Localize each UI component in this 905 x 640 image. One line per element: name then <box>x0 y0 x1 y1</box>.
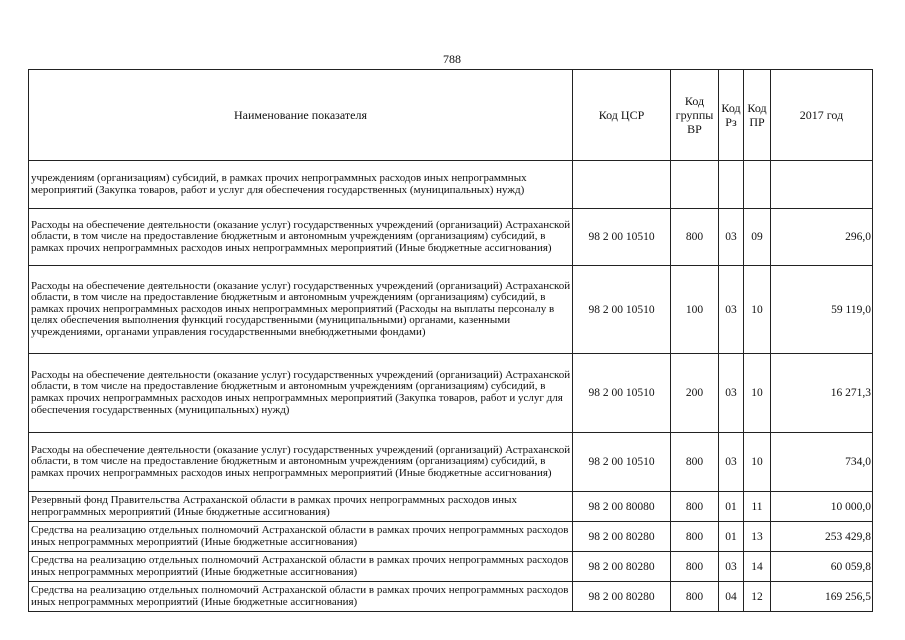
row-pr: 12 <box>744 582 771 612</box>
row-amount: 296,0 <box>771 209 873 266</box>
row-amount: 253 429,8 <box>771 522 873 552</box>
table-row <box>29 582 873 612</box>
table-row <box>29 354 873 433</box>
row-vr: 800 <box>671 492 719 522</box>
row-pr: 10 <box>744 354 771 433</box>
row-description: учреждениям (организациям) субсидий, в рамках прочих непрограммных расходов иных непрограммных мероприятий (Закупка товаров, работ и услуг для обеспечения государственных (муниципальных) нужд) <box>29 161 573 209</box>
row-amount: 59 119,0 <box>771 266 873 354</box>
row-vr: 100 <box>671 266 719 354</box>
row-csr: 98 2 00 80280 <box>573 552 671 582</box>
row-csr: 98 2 00 10510 <box>573 433 671 492</box>
row-vr: 800 <box>671 552 719 582</box>
row-rz: 01 <box>719 522 744 552</box>
row-description: Расходы на обеспечение деятельности (оказание услуг) государственных учреждений (организаций) Астраханской области, в том числе на предоставление бюджетным и автономным учреждениям (организациям) субсидий, в рамках прочих непрограммных расходов иных непрограммных мероприятий (Расходы на выплаты персоналу в целях обеспечения выполнения функций государственными (муниципальными) органами, казенными учреждениями, органами управления государственными внебюджетными фондами) <box>29 266 573 354</box>
header-year: 2017 год <box>771 70 873 161</box>
row-amount: 60 059,8 <box>771 552 873 582</box>
table-row <box>29 161 873 209</box>
row-csr: 98 2 00 80080 <box>573 492 671 522</box>
row-amount: 16 271,3 <box>771 354 873 433</box>
row-csr: 98 2 00 10510 <box>573 209 671 266</box>
row-vr: 800 <box>671 582 719 612</box>
row-csr: 98 2 00 10510 <box>573 266 671 354</box>
row-csr: 98 2 00 10510 <box>573 354 671 433</box>
table-header-row <box>29 70 873 161</box>
table-row <box>29 433 873 492</box>
row-rz: 03 <box>719 552 744 582</box>
row-vr <box>671 161 719 209</box>
row-vr: 800 <box>671 433 719 492</box>
row-amount: 169 256,5 <box>771 582 873 612</box>
row-description: Средства на реализацию отдельных полномочий Астраханской области в рамках прочих непрограммных расходов иных непрограммных мероприятий (Иные бюджетные ассигнования) <box>29 552 573 582</box>
row-description: Средства на реализацию отдельных полномочий Астраханской области в рамках прочих непрограммных расходов иных непрограммных мероприятий (Иные бюджетные ассигнования) <box>29 522 573 552</box>
row-vr: 800 <box>671 522 719 552</box>
row-rz <box>719 161 744 209</box>
header-csr: Код ЦСР <box>573 70 671 161</box>
row-csr <box>573 161 671 209</box>
row-description: Резервный фонд Правительства Астраханской области в рамках прочих непрограммных расходов иных непрограммных мероприятий (Иные бюджетные ассигнования) <box>29 492 573 522</box>
row-rz: 03 <box>719 209 744 266</box>
header-rz: Код Рз <box>719 70 744 161</box>
row-pr: 11 <box>744 492 771 522</box>
budget-table <box>28 69 873 612</box>
table-row <box>29 209 873 266</box>
row-pr: 10 <box>744 266 771 354</box>
row-rz: 03 <box>719 266 744 354</box>
table-row <box>29 266 873 354</box>
row-pr: 10 <box>744 433 771 492</box>
row-description: Средства на реализацию отдельных полномочий Астраханской области в рамках прочих непрограммных расходов иных непрограммных мероприятий (Иные бюджетные ассигнования) <box>29 582 573 612</box>
row-amount <box>771 161 873 209</box>
page-number: 788 <box>443 52 461 66</box>
header-vr: Код группы ВР <box>671 70 719 161</box>
row-csr: 98 2 00 80280 <box>573 582 671 612</box>
row-rz: 03 <box>719 354 744 433</box>
row-csr: 98 2 00 80280 <box>573 522 671 552</box>
table-row <box>29 522 873 552</box>
row-vr: 800 <box>671 209 719 266</box>
row-pr: 13 <box>744 522 771 552</box>
row-description: Расходы на обеспечение деятельности (оказание услуг) государственных учреждений (организаций) Астраханской области, в том числе на предоставление бюджетным и автономным учреждениям (организациям) субсидий, в рамках прочих непрограммных расходов иных непрограммных мероприятий (Иные бюджетные ассигнования) <box>29 433 573 492</box>
row-amount: 10 000,0 <box>771 492 873 522</box>
row-pr: 09 <box>744 209 771 266</box>
table-row <box>29 492 873 522</box>
row-rz: 03 <box>719 433 744 492</box>
table-row <box>29 552 873 582</box>
row-vr: 200 <box>671 354 719 433</box>
row-pr <box>744 161 771 209</box>
row-description: Расходы на обеспечение деятельности (оказание услуг) государственных учреждений (организаций) Астраханской области, в том числе на предоставление бюджетным и автономным учреждениям (организациям) субсидий, в рамках прочих непрограммных расходов иных непрограммных мероприятий (Закупка товаров, работ и услуг для обеспечения государственных (муниципальных) нужд) <box>29 354 573 433</box>
row-rz: 01 <box>719 492 744 522</box>
row-rz: 04 <box>719 582 744 612</box>
row-description: Расходы на обеспечение деятельности (оказание услуг) государственных учреждений (организаций) Астраханской области, в том числе на предоставление бюджетным и автономным учреждениям (организациям) субсидий, в рамках прочих непрограммных расходов иных непрограммных мероприятий (Иные бюджетные ассигнования) <box>29 209 573 266</box>
row-pr: 14 <box>744 552 771 582</box>
header-name: Наименование показателя <box>29 70 573 161</box>
row-amount: 734,0 <box>771 433 873 492</box>
header-pr: Код ПР <box>744 70 771 161</box>
